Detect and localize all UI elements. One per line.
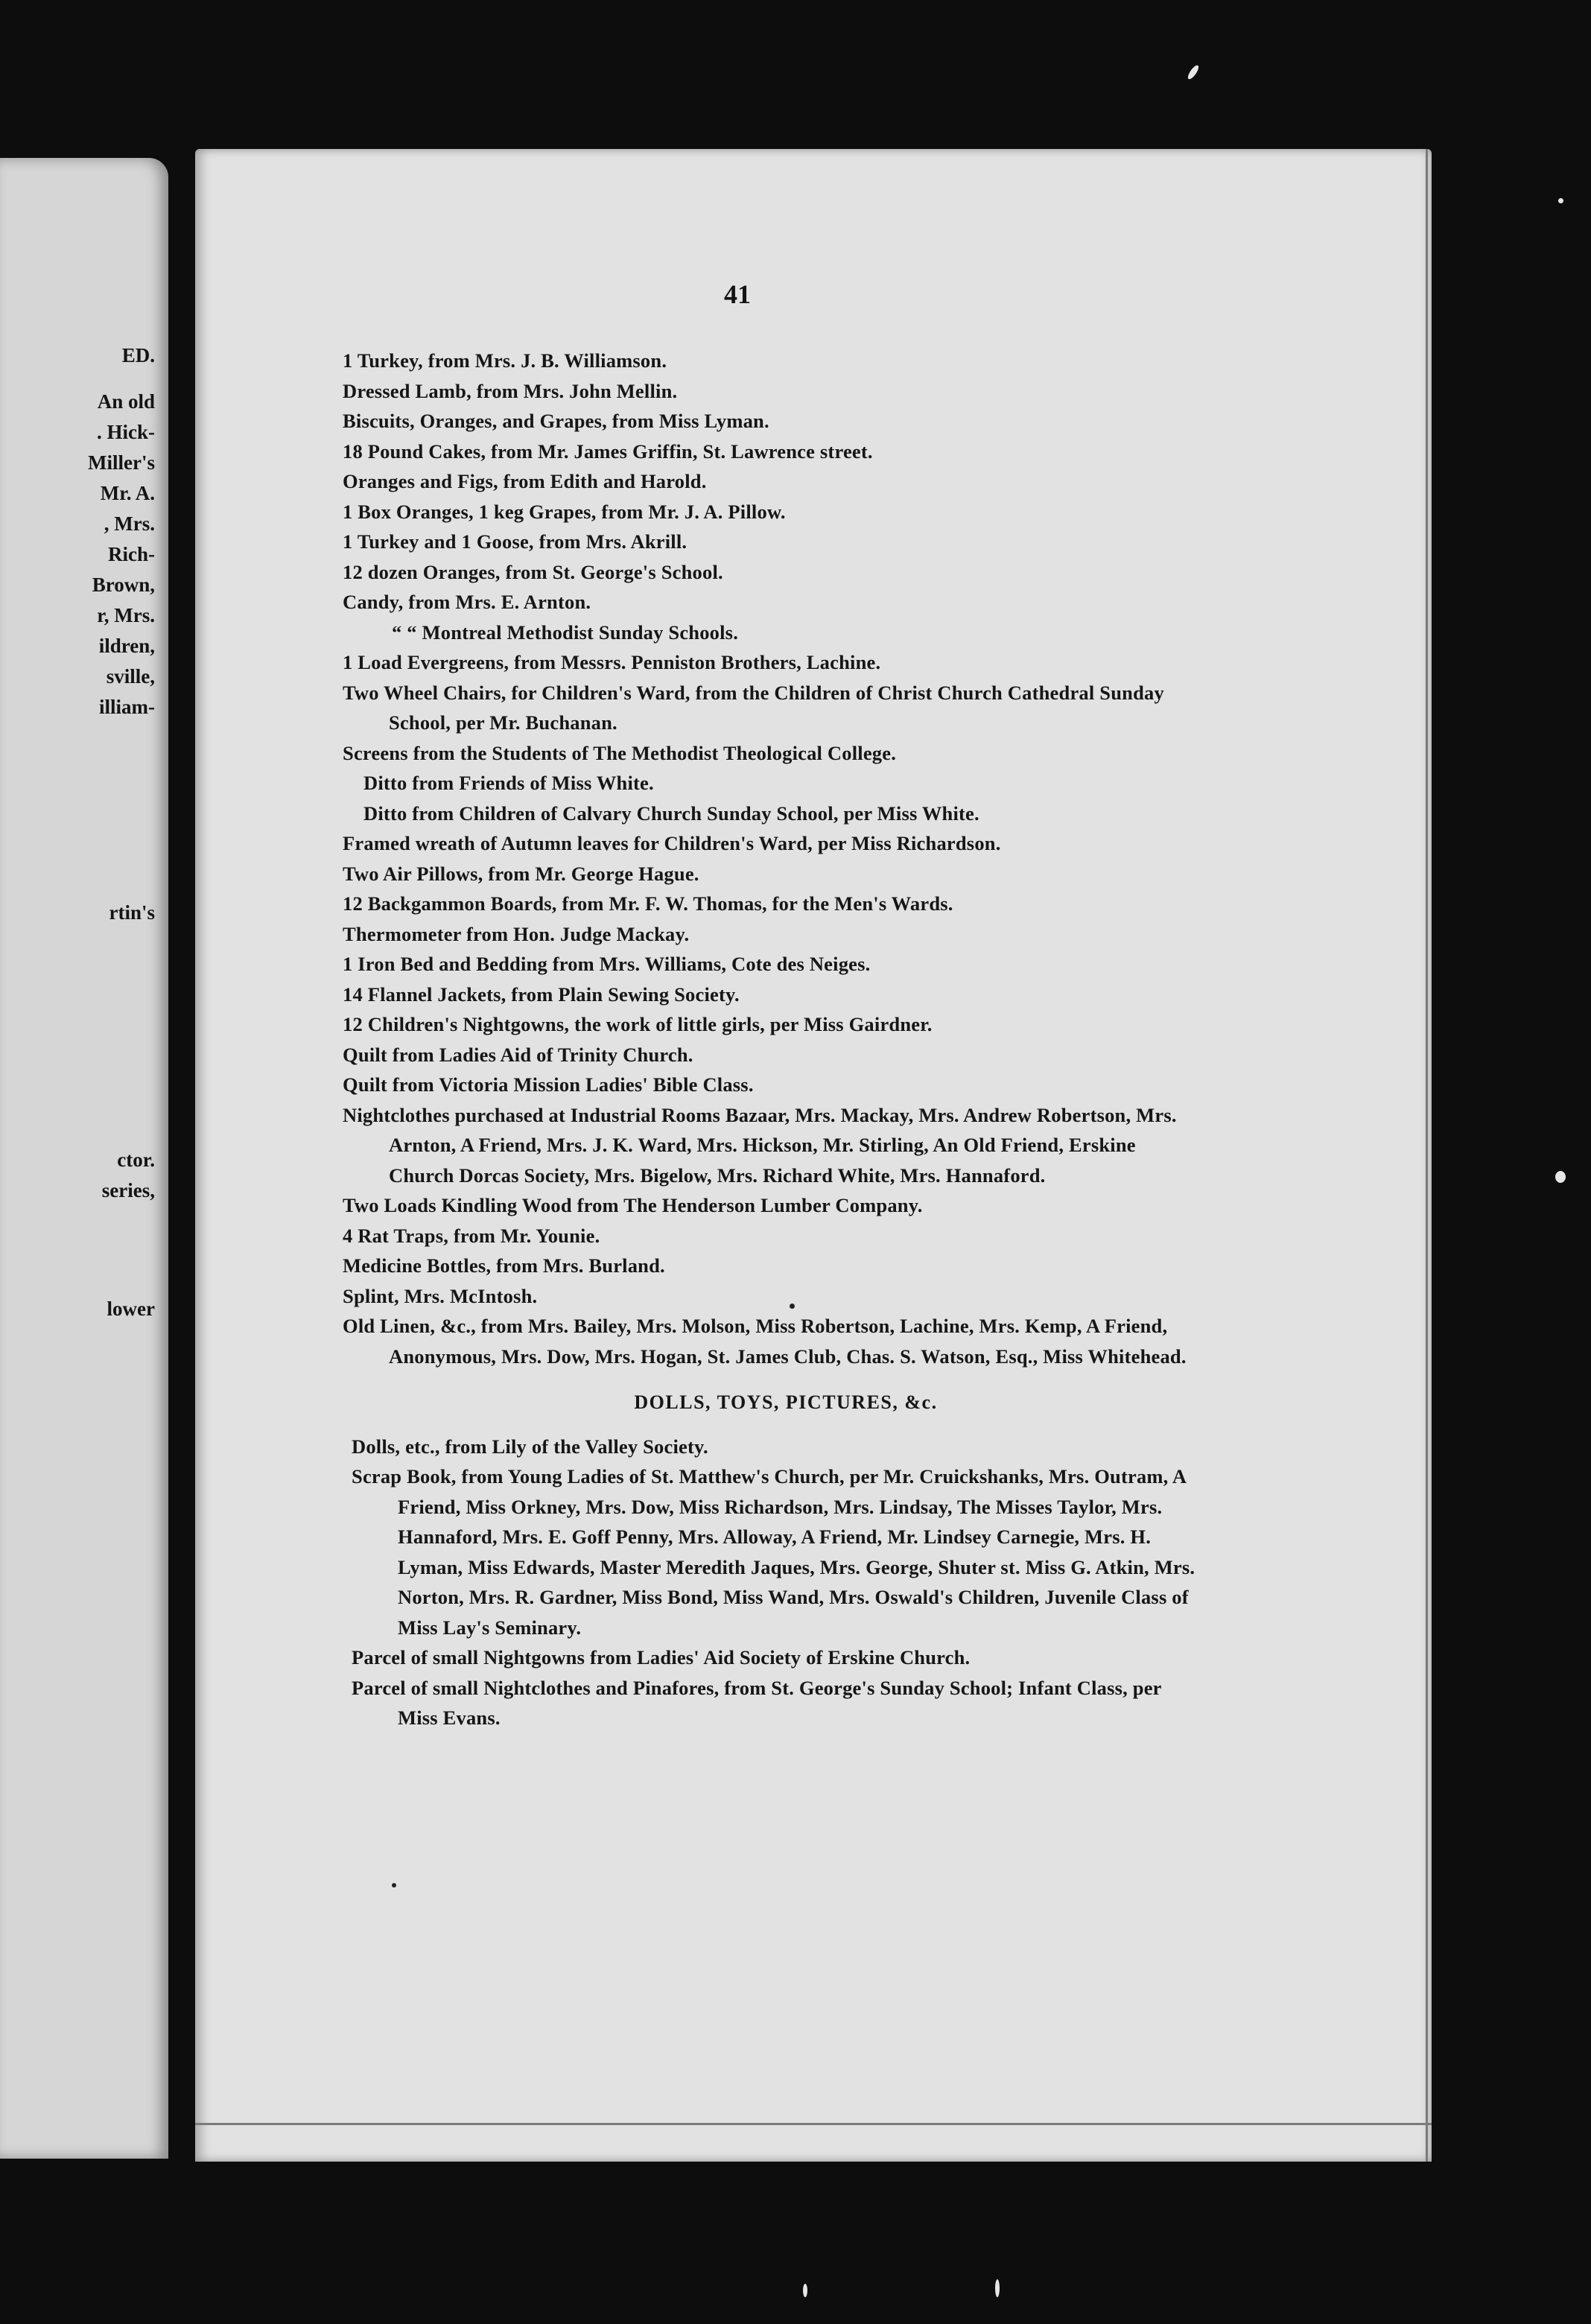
list-item: Thermometer from Hon. Judge Mackay. [343,922,690,945]
dolls-toys-list [352,1432,1199,1733]
page-bottom-edge [195,2123,1432,2125]
list-item: Quilt from Victoria Mission Ladies' Bible Class. [343,1073,754,1096]
page-right-edge [1426,149,1428,2162]
list-item: Scrap Book, from Young Ladies of St. Matthew's Church, per Mr. Cruickshanks, Mrs. Outram, A Friend, Miss Orkney, Mrs. Dow, Miss Richardson, Mrs. Lindsay, The Misses Taylor, Mrs. Hannaford, Mrs. E. Goff Penny, Mrs. Alloway, A Friend, Mr. Lindsey Carnegie, Mrs. H. Lyman, Miss Edwards, Master Meredith Jaques, Mrs. George, Shuter st. Miss G. Atkin, Mrs. Norton, Mrs. R. Gardner, Miss Bond, Miss Wand, Mrs. Oswald's Children, Juvenile Class of Miss Lay's Seminary. [352,1465,1195,1639]
list-item: Old Linen, &c., from Mrs. Bailey, Mrs. Molson, Miss Robertson, Lachine, Mrs. Kemp, A Friend, Anonymous, Mrs. Dow, Mrs. Hogan, St. James Club, Chas. S. Watson, Esq., Miss Whitehead. [343,1315,1187,1368]
left-fragment-line: An old [97,390,155,413]
list-item: 14 Flannel Jackets, from Plain Sewing Society. [343,982,740,1006]
scan-speck [1186,64,1200,81]
left-fragment-line: Miller's [88,451,155,474]
scan-speck [995,2279,1000,2297]
left-fragment-line: r, Mrs. [97,604,155,626]
list-item: Dolls, etc., from Lily of the Valley Society. [352,1435,708,1458]
section-heading: DOLLS, TOYS, PICTURES, &c. [634,1391,938,1413]
list-item-ditto: Ditto from Friends of Miss White. [363,772,654,794]
left-fragment-line: ED. [121,344,155,366]
ink-dot [790,1304,795,1309]
list-item: 18 Pound Cakes, from Mr. James Griffin, St. Lawrence street. [343,439,873,463]
left-fragment-line: illiam- [99,696,155,718]
list-item: Screens from the Students of The Methodist Theological College. [343,741,897,764]
scan-speck [1555,1171,1566,1183]
list-item: 1 Turkey and 1 Goose, from Mrs. Akrill. [343,530,687,553]
scan-speck [803,2284,807,2297]
list-item: 1 Iron Bed and Bedding from Mrs. Williams, Cote des Neiges. [343,953,871,975]
left-fragment-line: rtin's [109,901,155,924]
donation-list [343,346,1199,1733]
list-item: Nightclothes purchased at Industrial Rooms Bazaar, Mrs. Mackay, Mrs. Andrew Robertson, Mrs. Arnton, A Friend, Mrs. J. K. Ward, Mrs. Hickson, Mr. Stirling, An Old Friend, Erskine Church Dorcas Society, Mrs. Bigelow, Mrs. Richard White, Mrs. Hannaford. [343,1103,1177,1187]
list-item: 12 Children's Nightgowns, the work of little girls, per Miss Gairdner. [343,1013,933,1035]
list-item: Parcel of small Nightclothes and Pinafores, from St. George's Sunday School; Infant Class, per Miss Evans. [352,1676,1162,1729]
list-item-ditto: Ditto from Children of Calvary Church Sunday School, per Miss White. [363,801,979,825]
list-item: Two Air Pillows, from Mr. George Hague. [343,862,699,885]
left-fragment-line: ildren, [98,635,155,657]
list-item: 12 dozen Oranges, from St. George's School. [343,560,723,583]
list-item: Two Wheel Chairs, for Children's Ward, from the Children of Christ Church Cathedral Sunday School, per Mr. Buchanan. [343,681,1164,734]
left-fragment-line: sville, [106,665,155,688]
list-item: Parcel of small Nightgowns from Ladies' Aid Society of Erskine Church. [352,1646,971,1669]
list-item: Quilt from Ladies Aid of Trinity Church. [343,1043,693,1066]
left-page-fragment [0,158,168,2159]
list-item: 12 Backgammon Boards, from Mr. F. W. Thomas, for the Men's Wards. [343,892,953,915]
list-item: Framed wreath of Autumn leaves for Children's Ward, per Miss Richardson. [343,832,1001,854]
list-item: Dressed Lamb, from Mrs. John Mellin. [343,379,678,402]
ink-dot [392,1883,396,1888]
list-item: 4 Rat Traps, from Mr. Younie. [343,1224,600,1247]
list-item: Candy, from Mrs. E. Arnton. [343,591,591,613]
left-fragment-line: Rich- [108,543,155,565]
left-fragment-line: , Mrs. [104,512,155,535]
left-fragment-line: Brown, [92,574,155,596]
list-item-ditto: “ “ Montreal Methodist Sunday Schools. [392,620,739,644]
list-item: Biscuits, Oranges, and Grapes, from Miss Lyman. [343,410,769,432]
left-fragment-line: lower [107,1298,155,1320]
left-fragment-line: Mr. A. [100,482,155,504]
page-number: 41 [724,279,751,309]
scan-speck [1558,198,1563,203]
list-item: Two Loads Kindling Wood from The Henderson Lumber Company. [343,1194,923,1216]
left-fragment-line: . Hick- [97,421,155,443]
list-item: Medicine Bottles, from Mrs. Burland. [343,1254,665,1277]
list-item: Splint, Mrs. McIntosh. [343,1284,538,1307]
list-item: 1 Box Oranges, 1 keg Grapes, from Mr. J. A. Pillow. [343,500,786,523]
list-item: Oranges and Figs, from Edith and Harold. [343,470,707,492]
list-item: 1 Turkey, from Mrs. J. B. Williamson. [343,349,667,372]
list-item: 1 Load Evergreens, from Messrs. Penniston Brothers, Lachine. [343,651,881,673]
left-fragment-line: series, [101,1179,155,1201]
left-fragment-line: ctor. [117,1149,155,1171]
